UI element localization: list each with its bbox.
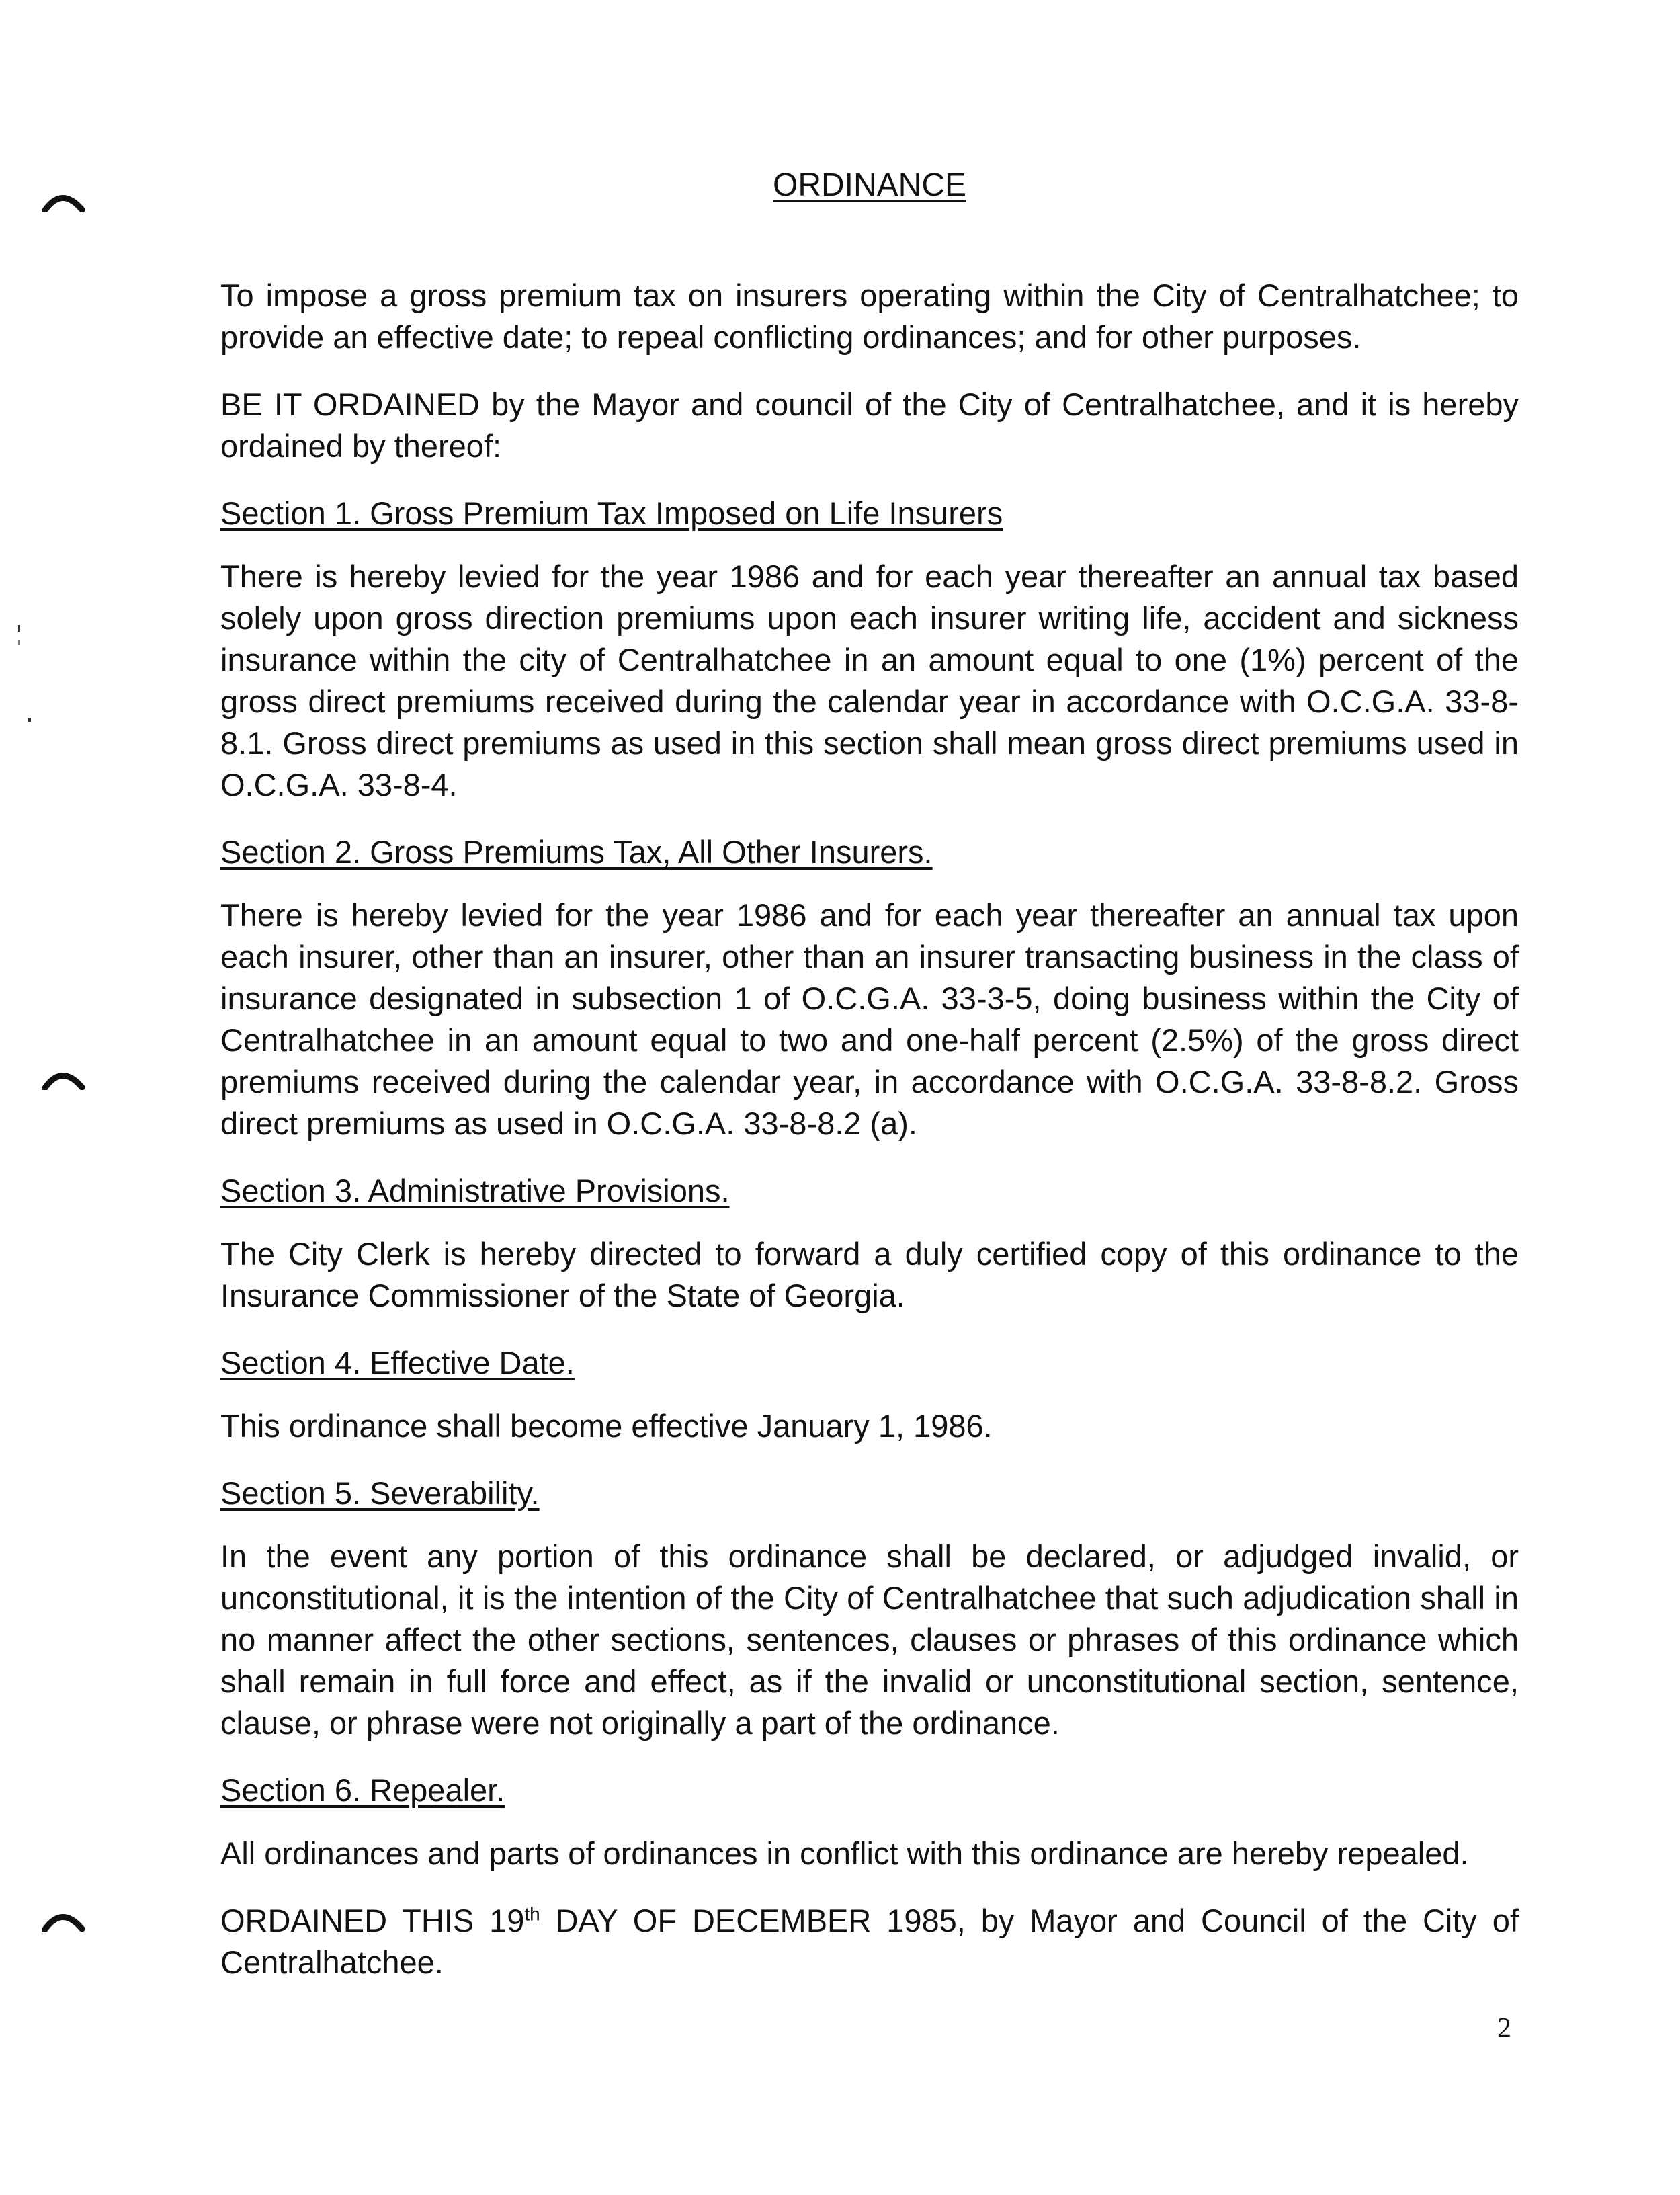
hole-punch-mark-bottom — [42, 1909, 85, 1932]
document-body — [220, 165, 1519, 1983]
document-title: ORDINANCE — [772, 167, 967, 203]
section-body: In the event any portion of this ordinance shall be declared, or adjudged invalid, or unconstitutional, it is the intention of the City of Centralhatchee that such adjudication shall in no manner affect the other sections, sentences, clauses or phrases of this ordinance which shall remain in full force and effect, as if the invalid or unconstitutional section, sentence, clause, or phrase were not originally a part of the ordinance. — [220, 1538, 1519, 1741]
section-body: There is hereby levied for the year 1986 and for each year thereafter an annual tax upon each insurer, other than an insurer, other than an insurer transacting business in the class of insurance designated in subsection 1 of O.C.G.A. 33-3-5, doing business within the City of Centralhatchee in an amount equal to two and one-half percent (2.5%) of the gross direct premiums received during the calendar year, in accordance with O.C.G.A. 33-8-8.2. Gross direct premiums as used in O.C.G.A. 33-8-8.2 (a). — [220, 897, 1519, 1141]
section-heading: Section 6. Repealer. — [220, 1772, 505, 1808]
section-heading: Section 3. Administrative Provisions. — [220, 1173, 730, 1208]
closing-suffix: DAY OF DECEMBER 1985, by Mayor and Council of the City of Centralhatchee. — [220, 1903, 1519, 1980]
section-3 — [220, 1170, 1519, 1317]
section-2 — [220, 831, 1519, 1145]
section-5 — [220, 1473, 1519, 1744]
intro-paragraph: To impose a gross premium tax on insurers operating within the City of Centralhatchee; to provide an effective date; to repeal conflicting ordinances; and for other purposes. — [220, 278, 1519, 355]
hole-punch-mark-top — [42, 190, 85, 212]
section-1 — [220, 493, 1519, 806]
section-heading: Section 2. Gross Premiums Tax, All Other Insurers. — [220, 834, 933, 870]
ordained-clause: BE IT ORDAINED by the Mayor and council of the City of Centralhatchee, and it is hereby ordained by thereof: — [220, 386, 1519, 464]
section-6 — [220, 1770, 1519, 1874]
section-body: There is hereby levied for the year 1986 and for each year thereafter an annual tax based solely upon gross direction premiums upon each insurer writing life, accident and sickness insurance within the city of Centralhatchee in an amount equal to one (1%) percent of the gross direct premiums received during the calendar year in accordance with O.C.G.A. 33-8-8.1. Gross direct premiums as used in this section shall mean gross direct premiums used in O.C.G.A. 33-8-4. — [220, 558, 1519, 802]
closing-statement — [220, 1900, 1519, 1983]
section-heading: Section 1. Gross Premium Tax Imposed on Life Insurers — [220, 495, 1003, 531]
closing-prefix: ORDAINED THIS 19 — [220, 1903, 525, 1938]
scan-speck — [15, 625, 24, 652]
section-body: All ordinances and parts of ordinances in conflict with this ordinance are hereby repealed. — [220, 1835, 1469, 1871]
section-4 — [220, 1342, 1519, 1447]
hole-punch-mark-middle — [42, 1067, 85, 1090]
page-number: 2 — [1497, 2013, 1511, 2044]
section-body: This ordinance shall become effective January 1, 1986. — [220, 1408, 993, 1444]
section-body: The City Clerk is hereby directed to forward a duly certified copy of this ordinance to the Insurance Commissioner of the State of Georgia. — [220, 1236, 1519, 1313]
section-heading: Section 5. Severability. — [220, 1475, 540, 1511]
section-heading: Section 4. Effective Date. — [220, 1345, 575, 1380]
closing-superscript: th — [524, 1903, 540, 1925]
scan-speck — [26, 718, 35, 745]
